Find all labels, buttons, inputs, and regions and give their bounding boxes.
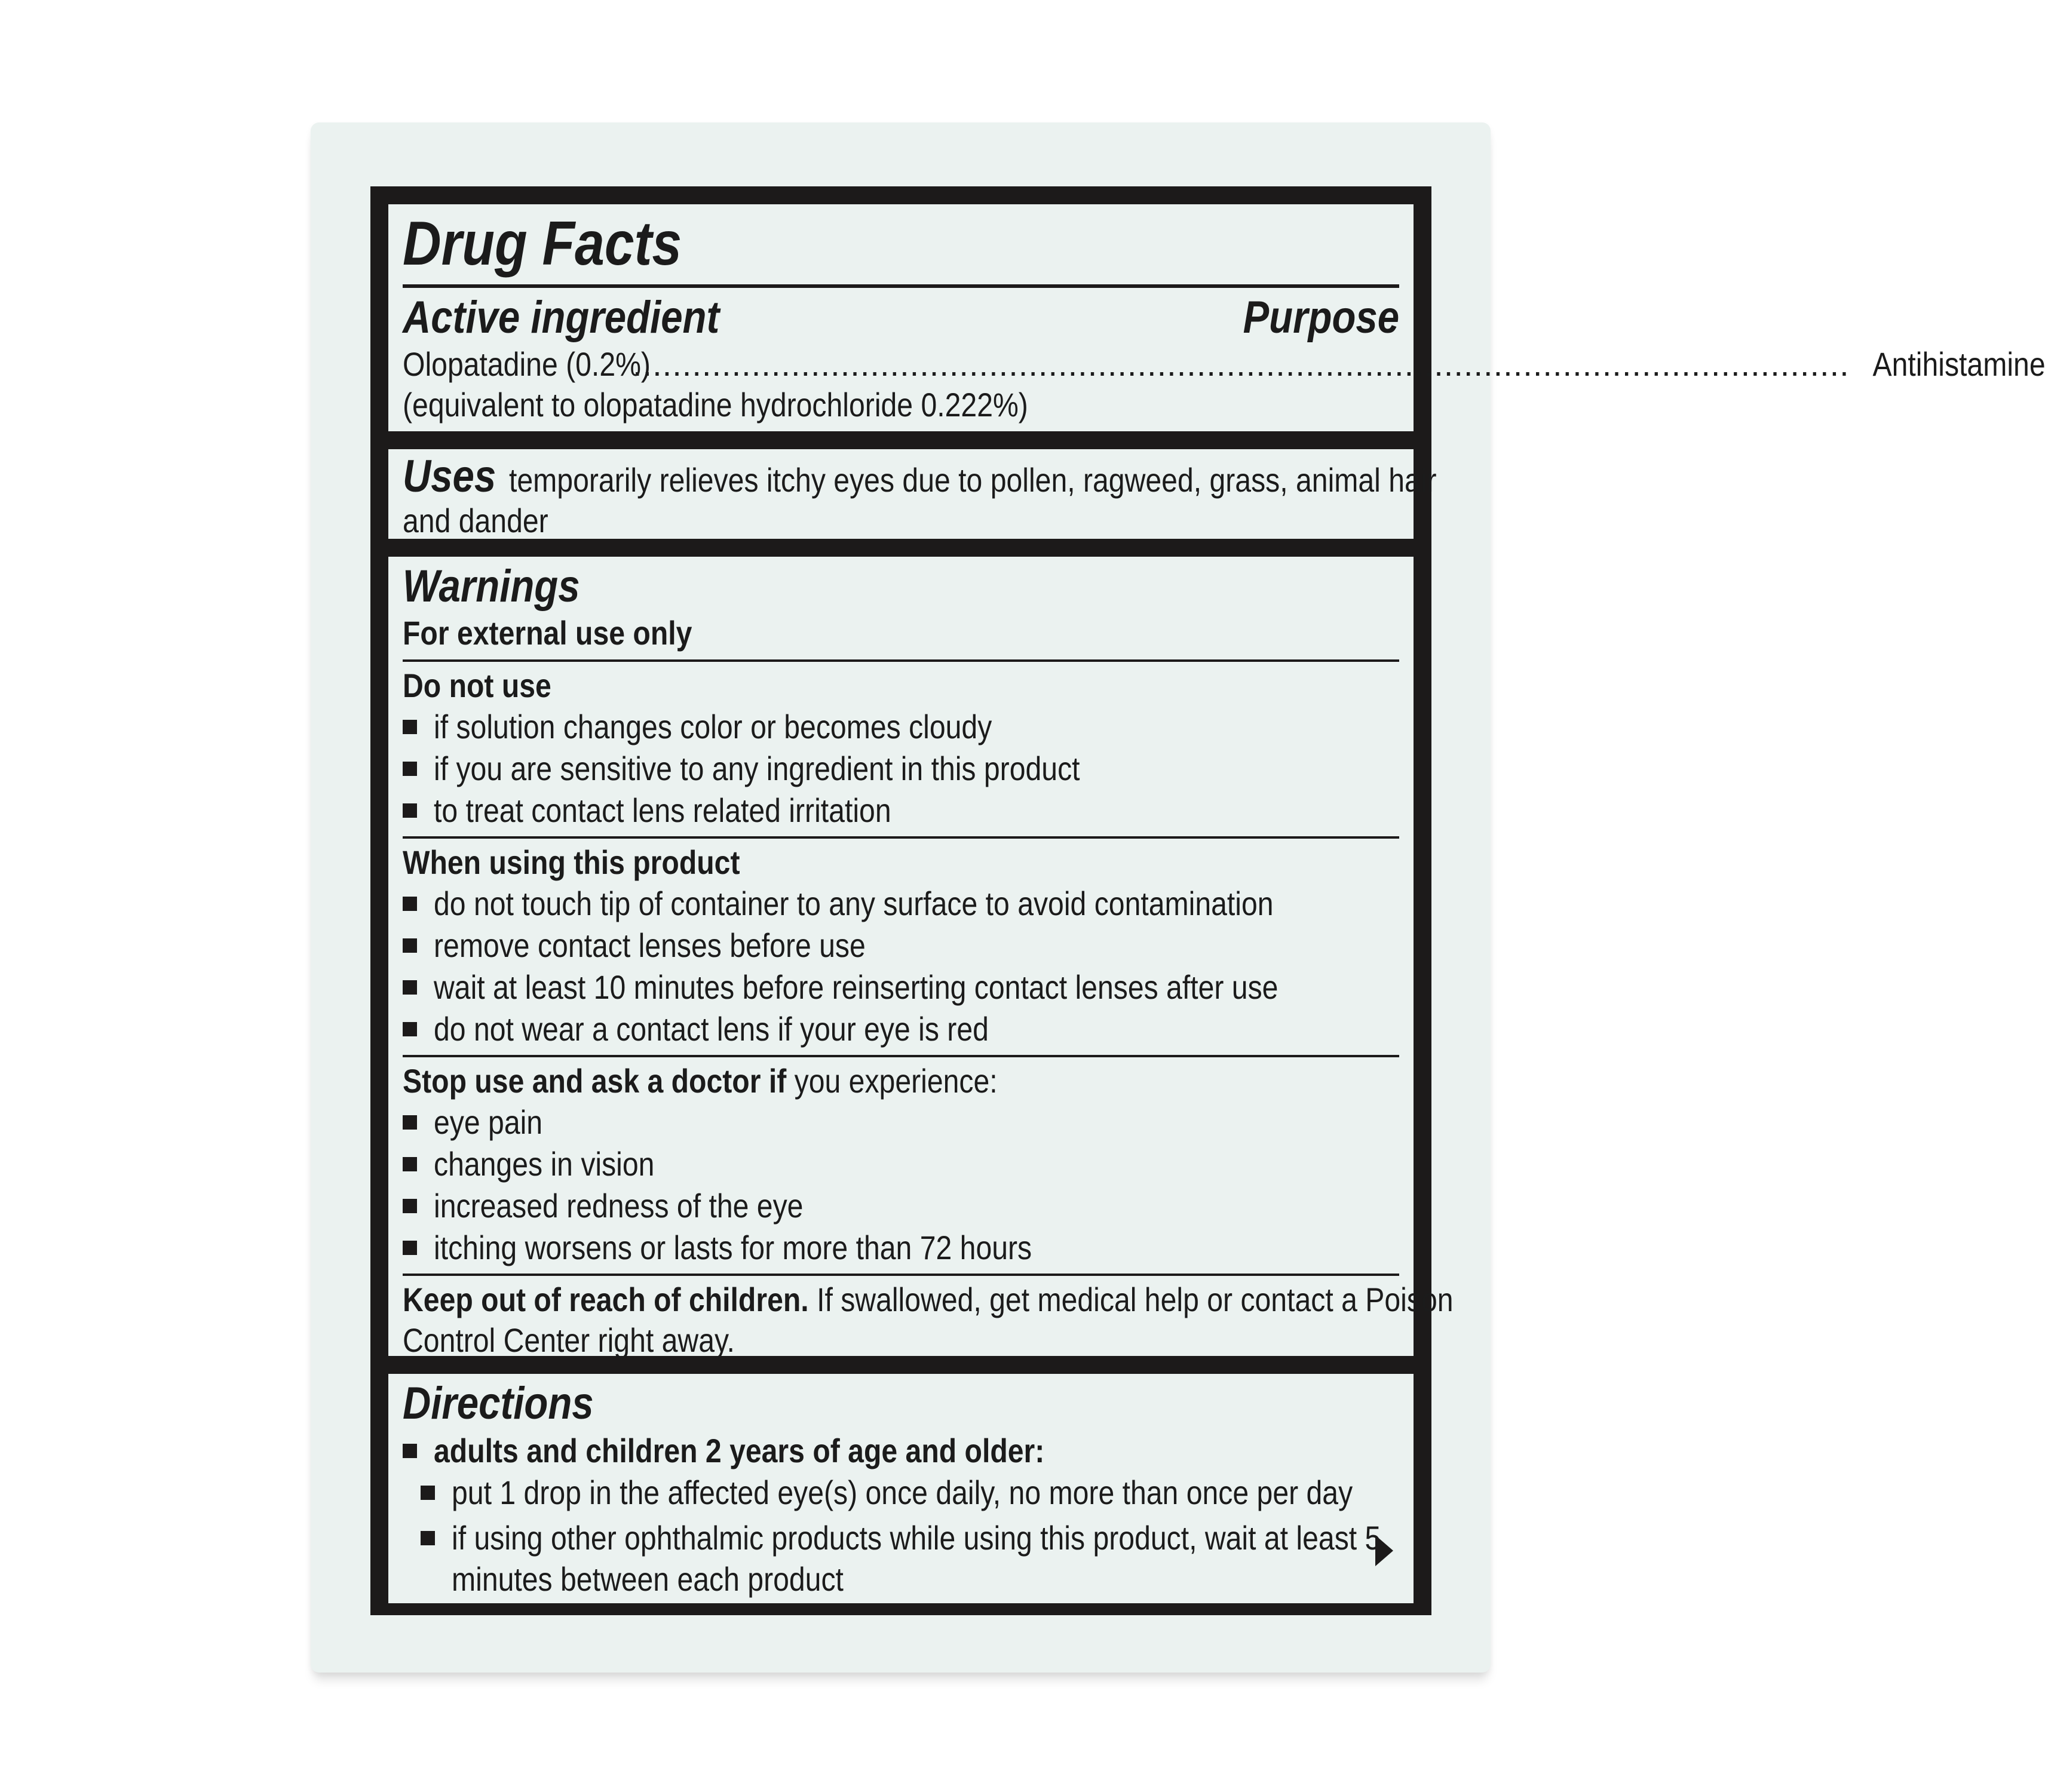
uses-text-1: temporarily relieves itchy eyes due to pollen, ragweed, grass, animal hair bbox=[508, 461, 1437, 499]
bullet-square-icon bbox=[421, 1531, 435, 1545]
directions-heading: Directions bbox=[403, 1378, 594, 1429]
purpose-value: Antihistamine bbox=[1872, 345, 2045, 383]
keep-out-line-2: Control Center right away. bbox=[403, 1321, 735, 1359]
uses-section bbox=[388, 449, 1437, 539]
active-ingredient-heading: Active ingredient bbox=[403, 292, 720, 343]
bullet-square-icon bbox=[403, 720, 417, 734]
when-using-heading: When using this product bbox=[403, 843, 740, 881]
warnings-rule-4 bbox=[403, 1274, 1399, 1276]
leader-dots: ........................................................................................................................... bbox=[633, 345, 1850, 383]
list-item: adults and children 2 years of age and older: bbox=[403, 1430, 1399, 1472]
list-item: to treat contact lens related irritation bbox=[403, 790, 1399, 831]
bullet-square-icon bbox=[403, 762, 417, 776]
bullet-square-icon bbox=[403, 1115, 417, 1130]
bullet-square-icon bbox=[403, 1022, 417, 1036]
purpose-heading: Purpose bbox=[1243, 292, 1399, 343]
bullet-square-icon bbox=[403, 803, 417, 818]
list-item: if solution changes color or becomes cloudy bbox=[403, 706, 1399, 748]
list-item: eye pain bbox=[403, 1101, 1399, 1143]
external-use-text: For external use only bbox=[403, 614, 692, 652]
active-ingredient-section bbox=[388, 204, 2045, 431]
keep-out-line-1 bbox=[403, 1279, 1454, 1320]
keep-out-heading: Keep out of reach of children. bbox=[403, 1281, 809, 1318]
warnings-rule-1 bbox=[403, 659, 1399, 662]
list-item: put 1 drop in the affected eye(s) once daily, no more than once per day bbox=[403, 1472, 1399, 1514]
bullet-square-icon bbox=[421, 1486, 435, 1500]
bullet-square-icon bbox=[403, 1157, 417, 1171]
list-item: changes in vision bbox=[403, 1143, 1399, 1185]
ingredient-row bbox=[403, 344, 2045, 385]
warnings-section bbox=[388, 557, 1454, 1359]
stop-use-line bbox=[403, 1061, 1399, 1101]
list-item: itching worsens or lasts for more than 72 hours bbox=[403, 1227, 1399, 1269]
warnings-rule-3 bbox=[403, 1055, 1399, 1057]
stop-use-heading: Stop use and ask a doctor if bbox=[403, 1062, 787, 1100]
drug-facts-panel bbox=[370, 186, 2045, 1615]
warnings-heading: Warnings bbox=[403, 561, 580, 612]
bullet-square-icon bbox=[403, 1444, 417, 1458]
uses-heading: Uses bbox=[403, 451, 496, 502]
list-item: do not touch tip of container to any surface to avoid contamination bbox=[403, 883, 1399, 925]
bullet-square-icon bbox=[403, 897, 417, 911]
directions-continuation: minutes between each product bbox=[452, 1560, 844, 1598]
ingredient-name: Olopatadine (0.2%) bbox=[403, 345, 651, 383]
warnings-rule-2 bbox=[403, 836, 1399, 839]
stop-use-suffix: you experience: bbox=[794, 1062, 998, 1100]
do-not-use-heading: Do not use bbox=[403, 667, 551, 704]
list-item: if using other ophthalmic products while using this product, wait at least 5 bbox=[403, 1517, 1399, 1559]
bullet-square-icon bbox=[403, 938, 417, 953]
bullet-square-icon bbox=[403, 1199, 417, 1213]
uses-line-2: and dander bbox=[403, 502, 548, 539]
equivalent-text: (equivalent to olopatadine hydrochloride 0.222%) bbox=[403, 386, 1028, 424]
uses-line-1 bbox=[403, 451, 1437, 502]
title-rule bbox=[403, 284, 1399, 288]
keep-out-text-1: If swallowed, get medical help or contact a Poison bbox=[817, 1281, 1454, 1318]
drug-facts-title: Drug Facts bbox=[403, 209, 682, 278]
bullet-square-icon bbox=[403, 1241, 417, 1255]
directions-section bbox=[388, 1374, 1414, 1603]
list-item: do not wear a contact lens if your eye is red bbox=[403, 1008, 1399, 1050]
list-item: wait at least 10 minutes before reinserting contact lenses after use bbox=[403, 966, 1399, 1008]
list-item: if you are sensitive to any ingredient in this product bbox=[403, 748, 1399, 790]
list-item: increased redness of the eye bbox=[403, 1185, 1399, 1227]
active-header-row bbox=[403, 291, 1399, 344]
list-item: remove contact lenses before use bbox=[403, 925, 1399, 966]
continue-arrow-icon bbox=[1375, 1535, 1393, 1566]
bullet-square-icon bbox=[403, 980, 417, 995]
